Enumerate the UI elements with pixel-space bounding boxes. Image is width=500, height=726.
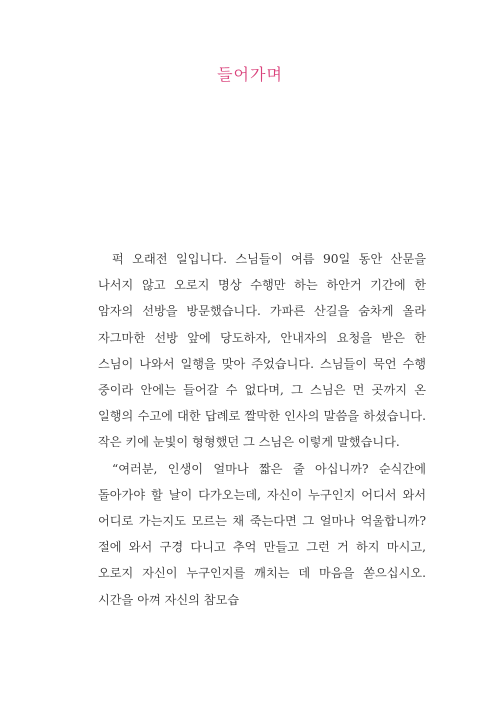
page-title: 들어가며 [217,65,283,84]
body-text [98,246,426,613]
paragraph: 퍽 오래전 일입니다. 스님들이 여름 90일 동안 산문을 나서지 않고 오로지 명상 수행만 하는 하안거 기간에 한 암자의 선방을 방문했습니다. 가파른 산길을 숨차게 올라 자그마한 선방 앞에 당도하자, 안내자의 요청을 받은 한 스님이 나와서 일행을 맞아 주었습니다. 스님들이 묵언 수행 중이라 안에는 들어갈 수 없다며, 그 스님은 먼 곳까지 온 일행의 수고에 대한 답례로 짤막한 인사의 말씀을 하셨습니다. 작은 키에 눈빛이 형형했던 그 스님은 이렇게 말했습니다. [98,252,426,450]
paragraph: “여러분, 인생이 얼마나 짧은 줄 아십니까? 순식간에 돌아가야 할 날이 다가오는데, 자신이 누구인지 어디서 와서 어디로 가는지도 모르는 채 죽는다면 그 얼마나 억울합니까? 절에 와서 구경 다니고 추억 만들고 그런 거 하지 마시고, 오로지 자신이 누구인지를 깨치는 데 마음을 쏟으십시오. 시간을 아껴 자신의 참모습 [98,461,426,607]
